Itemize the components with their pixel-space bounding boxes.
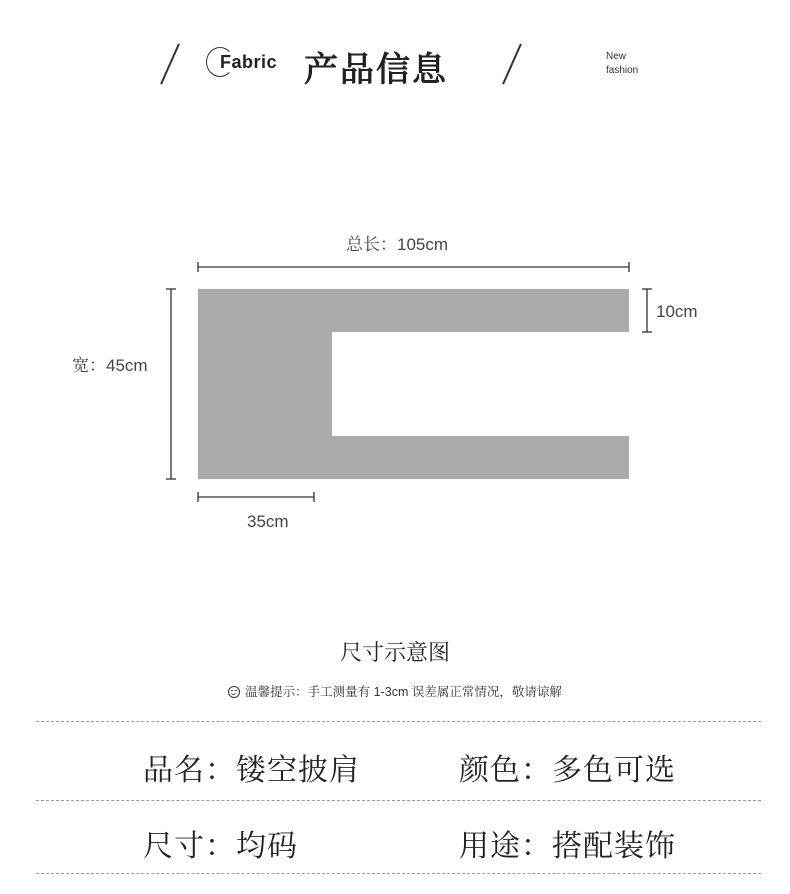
length-dimension-line (198, 262, 629, 272)
strap-width-label: 10cm (656, 302, 698, 321)
page-title: 产品信息 (304, 51, 448, 89)
strap-dimension-line (642, 289, 652, 332)
width-dimension-line (166, 289, 176, 479)
divider (36, 873, 761, 874)
spec-size: 尺寸：均码 (143, 830, 298, 863)
tip-text: 温馨提示：手工测量有 1-3cm 误差属正常情况，敬请谅解 (245, 685, 562, 699)
back-dimension-line (198, 492, 314, 502)
measurement-tip (0, 682, 790, 700)
back-width-label: 35cm (247, 512, 289, 531)
fabric-label: Fabric (220, 52, 278, 72)
total-length-label: 总长：105cm (346, 235, 449, 254)
spec-usage: 用途：搭配装饰 (459, 830, 676, 863)
spec-color: 颜色：多色可选 (459, 754, 676, 787)
smile-icon (228, 686, 240, 698)
divider (36, 800, 761, 801)
divider (36, 721, 761, 722)
width-label: 宽：45cm (72, 356, 148, 375)
shawl-shape (198, 289, 629, 479)
tagline-line-2: fashion (606, 65, 639, 76)
spec-product-name: 品名：镂空披肩 (143, 754, 360, 787)
diagram-caption: 尺寸示意图 (339, 640, 450, 665)
tagline-line-1: New (606, 51, 627, 62)
